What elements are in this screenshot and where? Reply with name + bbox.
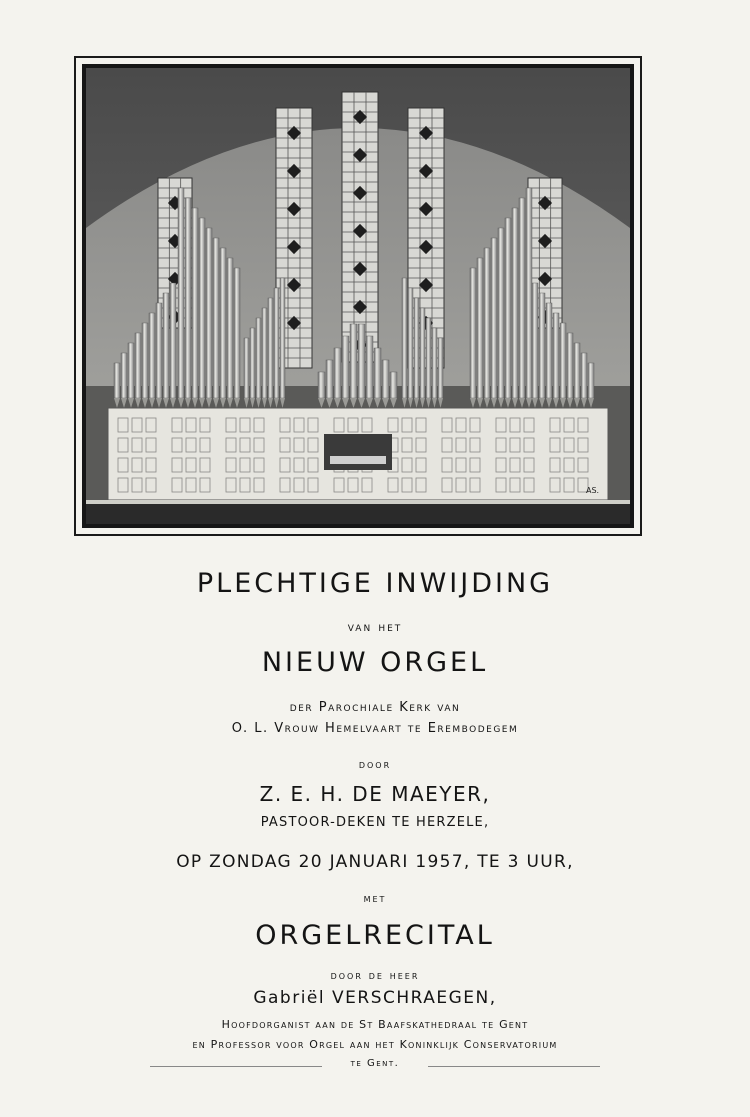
line-date: OP ZONDAG 20 JANUARI 1957, TE 3 UUR, bbox=[176, 852, 574, 872]
svg-text:AS.: AS. bbox=[586, 486, 600, 495]
subtitle-van-het: van het bbox=[347, 620, 403, 635]
line-te-gent: te Gent. bbox=[350, 1058, 400, 1069]
line-zeh-de-maeyer: Z. E. H. DE MAEYER, bbox=[259, 782, 491, 806]
title-orgelrecital: ORGELRECITAL bbox=[255, 920, 495, 951]
line-gabriel-verschraegen: Gabriël VERSCHRAEGEN, bbox=[253, 988, 497, 1008]
divider-right bbox=[428, 1066, 600, 1067]
line-parochiale-kerk: der Parochiale Kerk van bbox=[289, 700, 461, 715]
line-door-de-heer: door de heer bbox=[330, 968, 420, 982]
line-door: door bbox=[358, 757, 392, 771]
title-nieuw-orgel: NIEUW ORGEL bbox=[261, 647, 489, 678]
line-hoofdorganist: Hoofdorganist aan de St Baafskathedraal te Gent bbox=[221, 1018, 529, 1031]
line-olv-hemelvaart: O. L. Vrouw Hemelvaart te Erembodegem bbox=[231, 721, 519, 736]
divider-left bbox=[150, 1066, 322, 1067]
photo-frame bbox=[74, 56, 642, 536]
organ-photo bbox=[82, 64, 634, 528]
line-pastoor-deken: PASTOOR-DEKEN TE HERZELE, bbox=[260, 815, 490, 830]
line-met: met bbox=[363, 892, 387, 905]
organ-photo-icon bbox=[86, 68, 630, 524]
line-professor: en Professor voor Orgel aan het Koninklijk Conservatorium bbox=[192, 1038, 558, 1051]
title-plechtige-inwijding: PLECHTIGE INWIJDING bbox=[196, 568, 554, 599]
